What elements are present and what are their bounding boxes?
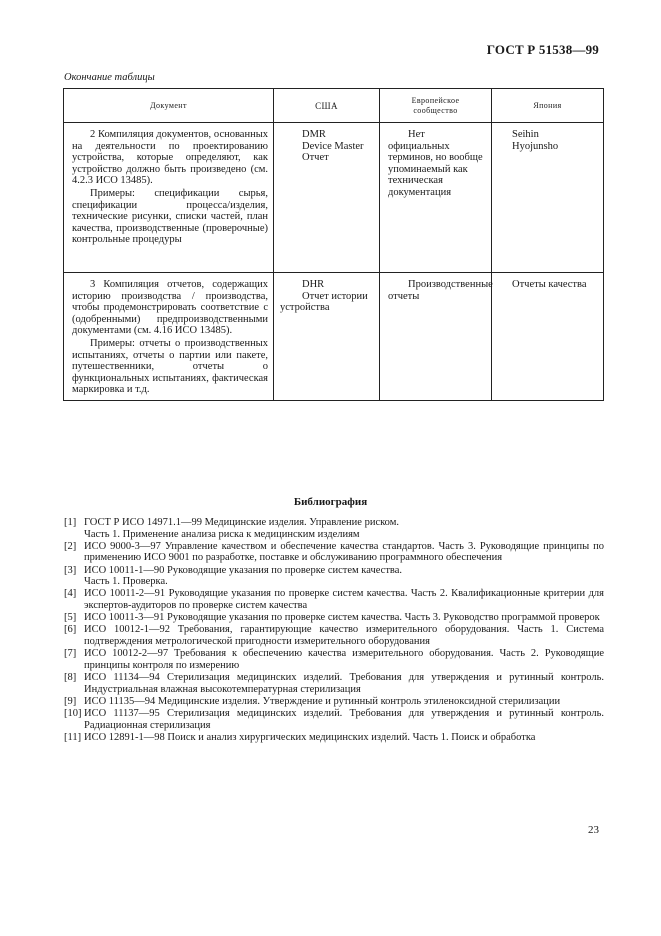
item-number: [5] — [64, 612, 77, 624]
cell-text: Отчет истории — [302, 290, 368, 302]
cell-japan — [492, 123, 604, 273]
list-item — [64, 541, 604, 564]
column-header-document: Документ — [64, 89, 274, 123]
item-number: [9] — [64, 695, 77, 707]
item-number: [7] — [64, 648, 77, 660]
cell-text: DHR — [302, 279, 325, 290]
item-number: [2] — [64, 540, 77, 552]
list-item — [64, 696, 604, 708]
item-text: ИСО 10012-1—92 Требования, гарантирующие качество измерительного оборудования. Часть 1. Система подтверждения метрологической пригодности измерительного оборудования — [84, 624, 604, 647]
cell-eu — [380, 273, 492, 401]
item-text: Часть 1. Проверка. — [84, 576, 168, 588]
cell-text: Производственные отчеты — [388, 279, 493, 302]
cell-eu — [380, 123, 492, 273]
item-text: ИСО 11135—94 Медицинские изделия. Утверждение и рутинный контроль этиленоксидной стерилизации — [84, 695, 561, 707]
item-number: [4] — [64, 588, 77, 600]
list-item — [64, 648, 604, 671]
column-header-usa: США — [274, 89, 380, 123]
item-number: [11] — [64, 731, 82, 743]
table-row — [64, 273, 604, 401]
cell-text: 3 Компиляция отчетов, содержащих историю производства / производства, чтобы продемонстрировать соответствие с (одобренными) предпроизводственными документами (см. 4.16 ИСО 13485). — [72, 279, 268, 337]
item-text: ИСО 10011-1—90 Руководящие указания по проверке систем качества. — [84, 564, 403, 576]
cell-usa — [274, 273, 380, 401]
cell-text: Нет официальных терминов, но вообще упоминаемый как техническая документация — [388, 129, 483, 198]
cell-text: устройства — [280, 302, 330, 314]
cell-text: Примеры: спецификации сырья, спецификации процесса/изделия, технические рисунки, списки частей, план качества, производственные (проверочные) контрольные процедуры — [72, 187, 268, 246]
list-item — [64, 732, 604, 744]
page-number: 23 — [588, 824, 599, 836]
table-caption: Окончание таблицы — [64, 72, 155, 83]
item-text: ИСО 10011-3—91 Руководящие указания по проверке систем качества. Часть 3. Руководство программой проверок — [84, 612, 600, 624]
item-number: [1] — [64, 517, 77, 528]
cell-text: Hyojunsho — [512, 140, 559, 152]
column-header-eu: Европейское сообщество — [380, 89, 492, 123]
item-text: ИСО 11134—94 Стерилизация медицинских изделий. Требования для утверждения и рутинный контроль. Индустриальная влажная высокотемпературная стерилизация — [84, 672, 604, 695]
cell-text: Примеры: отчеты о производственных испытаниях, отчеты о партии или пакете, путешественники, отчеты о функциональных испытаниях, фактическая маркировка и т.д. — [72, 337, 268, 396]
list-item — [64, 672, 604, 695]
cell-text: Seihin — [512, 129, 539, 140]
list-item — [64, 517, 604, 540]
list-item — [64, 624, 604, 647]
list-item — [64, 588, 604, 611]
cell-document — [64, 123, 274, 273]
item-number: [8] — [64, 672, 77, 684]
item-text: ИСО 10012-2—97 Требования к обеспечению качества измерительного оборудования. Часть 2. Руководящие принципы контроля по измерению — [84, 648, 604, 671]
table-header-row — [64, 89, 604, 123]
cell-document — [64, 273, 274, 401]
item-number: [10] — [64, 708, 82, 720]
table-row — [64, 123, 604, 273]
cell-text: Device Master — [302, 140, 364, 152]
document-header: ГОСТ Р 51538—99 — [486, 42, 599, 57]
item-text: ИСО 10011-2—91 Руководящие указания по проверке систем качества. Часть 2. Квалификационные критерии для экспертов-аудиторов по проверке систем качества — [84, 588, 604, 611]
cell-text: Отчеты качества — [512, 279, 587, 290]
document-table — [63, 88, 604, 401]
cell-japan — [492, 273, 604, 401]
cell-text: DMR — [302, 129, 326, 140]
column-header-japan: Япония — [492, 89, 604, 123]
item-text: ИСО 12891-1—98 Поиск и анализ хирургических медицинских изделий. Часть 1. Поиск и обработка — [84, 731, 536, 743]
cell-text: 2 Компиляция документов, основанных на деятельности по проектированию устройства, которые определяют, как устройство должно быть произведено (см. 4.2.3 ИСО 13485). — [72, 129, 268, 187]
item-text: ИСО 11137—95 Стерилизация медицинских изделий. Требования для утверждения и рутинный контроль. Радиационная стерилизация — [84, 708, 604, 731]
item-number: [6] — [64, 624, 77, 636]
bibliography-list — [64, 517, 604, 744]
item-text: Часть 1. Применение анализа риска к медицинским изделиям — [84, 528, 360, 540]
item-text: ГОСТ Р ИСО 14971.1—99 Медицинские изделия. Управление риском. — [84, 517, 399, 528]
bibliography-title: Библиография — [293, 496, 368, 508]
item-text: ИСО 9000-3—97 Управление качеством и обеспечение качества стандартов. Часть 3. Руководящие принципы по применению ИСО 9001 по разработке, поставке и обслуживанию программного обеспечения — [84, 540, 604, 564]
item-number: [3] — [64, 564, 77, 576]
cell-usa — [274, 123, 380, 273]
cell-text: Отчет — [302, 152, 329, 164]
list-item — [64, 565, 604, 588]
list-item — [64, 612, 604, 624]
list-item — [64, 708, 604, 731]
